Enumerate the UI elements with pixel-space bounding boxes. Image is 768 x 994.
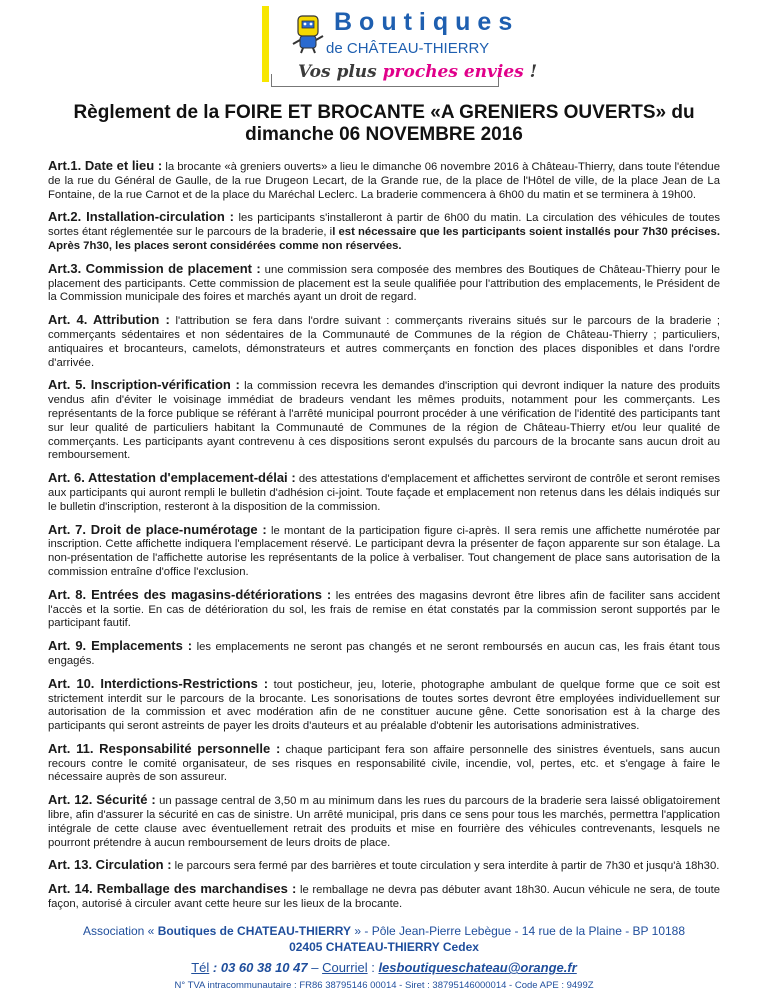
article-text: la brocante «à greniers ouverts» a lieu le dimanche 06 novembre 2016 à Château-Thierry, dans toute l'étendue de la rue du Général de Gaulle, de la rue Drugeon Lecart, de la Grande rue, de la place de l'Hôtel de ville, de la place Jean de La Fontaine, de la rue Carnot et de la place du Maréchal Leclerc. La braderie commencera à 6h00 du matin et se terminera à 19h00. bbox=[48, 161, 720, 201]
article-text: des attestations d'emplacement et affichettes serviront de contrôle et seront remises aux participants qui auront rempli le bulletin d'adhésion ci-joint. Toute façade et emplacement non retenus dans les délais indiqués sur le bulletin d'inscription, resteront à la disposition de la commission. bbox=[48, 473, 720, 513]
article-heading: Art.2. Installation-circulation : bbox=[48, 209, 235, 225]
footer-contact-line: Tél : 03 60 38 10 47 – Courriel : lesboutiqueschateau@orange.fr bbox=[191, 960, 577, 975]
article-paragraph bbox=[48, 159, 720, 202]
article-text: un passage central de 3,50 m au minimum dans les rues du parcours de la braderie sera laissé obligatoirement libre, afin d'assurer la sécurité en cas de sinistre. Un arrêté municipal, pris dans ce sens pour tous les marchés, permettra l'application intégrale de cette clause avec éventuellement retrait des produits et mise en fourrière des véhicules contrevenants, lesquels ne pourront prétendre à aucun remboursement de leurs droits de place. bbox=[48, 795, 720, 849]
article-heading: Art. 12. Sécurité : bbox=[48, 792, 156, 808]
article-heading: Art. 10. Interdictions-Restrictions : bbox=[48, 675, 269, 691]
tel-label: Tél bbox=[191, 960, 210, 975]
article-paragraph bbox=[48, 793, 720, 850]
article-heading: Art. 11. Responsabilité personnelle : bbox=[48, 740, 281, 756]
article-text: le remballage ne devra pas débuter avant 18h30. Aucun véhicule ne sera, de toute façon, autorisé à circuler avant cette heure sur les lieux de la brocante. bbox=[48, 884, 721, 911]
article-heading: Art. 9. Emplacements : bbox=[48, 638, 193, 654]
title-line-2: dimanche 06 NOVEMBRE 2016 bbox=[245, 124, 523, 145]
logo-wordmark: Boutiques bbox=[334, 8, 520, 36]
logo-yellow-bar bbox=[262, 6, 269, 82]
article-paragraph bbox=[48, 588, 720, 631]
articles-list bbox=[48, 159, 720, 920]
logo-subtitle: de CHÂTEAU-THIERRY bbox=[326, 40, 490, 57]
article-text: une commission sera composée des membres des Boutiques de Château-Thierry pour le placement des participants. Cette commission de placement est la seule qualifiée pour l'attribution des emplacements, le Président de la Commission municipale des foires et marchés ayant un droit de regard. bbox=[48, 263, 720, 304]
footer-address-line: Association « Boutiques de CHATEAU-THIERRY » - Pôle Jean-Pierre Lebègue - 14 rue de la Plaine - BP 10188 bbox=[82, 924, 686, 938]
article-heading: Art. 13. Circulation : bbox=[48, 857, 172, 873]
article-heading: Art.3. Commission de placement : bbox=[48, 260, 261, 276]
footer-city-line: 02405 CHATEAU-THIERRY Cedex bbox=[289, 940, 479, 954]
article-heading: Art. 14. Remballage des marchandises : bbox=[48, 881, 297, 897]
tel-value: : 03 60 38 10 47 bbox=[209, 960, 308, 975]
article-heading: Art. 7. Droit de place-numérotage : bbox=[48, 521, 267, 537]
article-text: le parcours sera fermé par des barrières et toute circulation y sera interdite à partir de 7h30 et jusqu'à 18h30. bbox=[171, 860, 720, 873]
article-text: les emplacements ne seront pas changés et ne seront remboursés en aucun cas, les frais étant tous engagés. bbox=[48, 641, 720, 667]
article-text: l'attribution se fera dans l'ordre suivant : commerçants riverains situés sur le parcours de la braderie ; commerçants sédentaires et non sédentaires de la Communauté de Communes de la région de Château-Thierry ; particuliers, antiquaires et brocanteurs, camelots, démonstrateurs et autres commerçants en fonction des places disponibles et dans l'ordre d'arrivée. bbox=[48, 315, 720, 369]
mail-label: Courriel bbox=[322, 960, 368, 975]
article-paragraph bbox=[48, 677, 720, 734]
article-heading: Art.1. Date et lieu : bbox=[48, 158, 163, 173]
article-text: les participants s'installeront à partir de 6h00 du matin. La circulation des véhicules de toutes sortes étant réglementée sur le parcours de la braderie, i bbox=[48, 212, 720, 239]
article-paragraph bbox=[48, 639, 720, 669]
article-text: le montant de la participation figure ci-après. Il sera remis une affichette numérotée par inscription. Cette affichette indiquera l'emplacement réservé. Le participant devra la présenter de façon apparente sur son étalage. La non-présentation de l'affichette autorise les représentants de la police à verbaliser. Tout changement de place sans autorisation de la commission entraîne d'office l'exclusion. bbox=[48, 524, 720, 578]
email-link[interactable]: lesboutiqueschateau@orange.fr bbox=[378, 960, 577, 975]
footer bbox=[0, 923, 768, 993]
logo-slogan: Vos plus proches envies ! bbox=[298, 62, 538, 82]
article-paragraph bbox=[48, 471, 720, 514]
article-text: la commission recevra les demandes d'inscription qui devront indiquer la nature des produits vendus afin d'éviter le voisinage immédiat de bradeurs vendant les mêmes produits, notamment pour les commerçants. Les représentants de la force publique se référant à l'arrêté municipal pourront procéder à une vérification de l'identité des participants tant sur leur qualité de particuliers habitant la Communauté de Communes de la région de Château-Thierry et/ou leur qualité de commerçants. Les participants ayant contrevenu à ces dispositions seront expulsés du parcours de la brocante sans aucun droit au remboursement. bbox=[48, 380, 720, 462]
article-heading: Art. 8. Entrées des magasins-détériorations : bbox=[48, 586, 332, 602]
article-paragraph bbox=[48, 882, 720, 912]
article-paragraph bbox=[48, 313, 720, 370]
article-paragraph bbox=[48, 210, 720, 253]
document-title bbox=[60, 102, 708, 146]
brand-logo bbox=[262, 6, 538, 88]
article-heading: Art. 4. Attribution : bbox=[48, 312, 170, 328]
article-paragraph bbox=[48, 262, 720, 305]
article-paragraph bbox=[48, 378, 720, 463]
article-paragraph bbox=[48, 858, 720, 874]
article-text: tout posticheur, jeu, loterie, photographe ambulant de quelque forme que ce soit est strictement interdit sur le parcours de la brocante. Les sonorisations de toutes sortes devront être employées individuellement sur autorisation de la commission et avec modération afin de ne constituer aucune gêne. Cette sonorisation est à la charge des participants qui seront astreints de payer les droits d'auteurs et au préalable d'obtenir les autorisations administratives. bbox=[48, 678, 720, 733]
title-line-1: Règlement de la FOIRE ET BROCANTE «A GRENIERS OUVERTS» du bbox=[73, 102, 695, 123]
mascot-icon bbox=[290, 14, 326, 54]
article-text: les entrées des magasins devront être libres afin de faciliter sans accident l'accès et la sortie. En cas de détérioration du sol, les frais de remise en état constatés par la commission seront supportés par le participant fautif. bbox=[48, 589, 720, 630]
article-paragraph bbox=[48, 523, 720, 580]
article-paragraph bbox=[48, 742, 720, 785]
article-text: chaque participant fera son affaire personnelle des sinistres éventuels, sans aucun recours contre le comité organisateur, de ses risques en responsabilité civile, incendie, vol, pertes, etc. et s'engage à faire le nécessaire auprès de son assureur. bbox=[48, 743, 721, 784]
article-heading: Art. 5. Inscription-vérification : bbox=[48, 377, 240, 393]
article-heading: Art. 6. Attestation d'emplacement-délai : bbox=[48, 470, 296, 486]
footer-legal-line: N° TVA intracommunautaire : FR86 38795146 00014 - Siret : 38795146000014 - Code APE : 9499Z bbox=[174, 980, 594, 991]
article-emphasis: l est nécessaire que les participants soient installés pour 7h30 précises. Après 7h30, les places seront considérées comme non réservées. bbox=[48, 226, 720, 252]
